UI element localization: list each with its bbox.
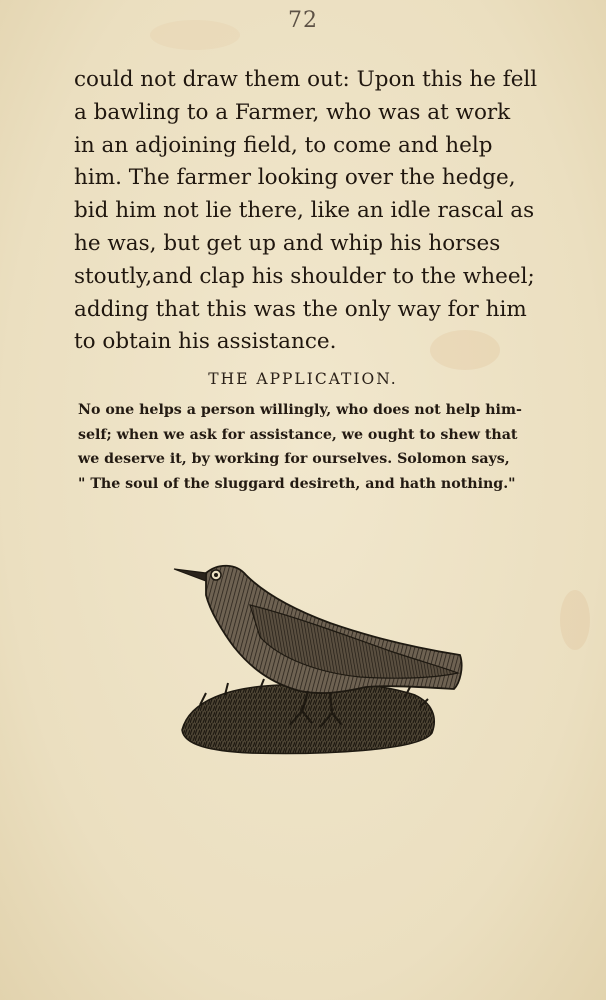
application-heading: THE APPLICATION. — [208, 370, 398, 388]
fable-text — [74, 64, 574, 359]
application-line: No one helps a person willingly, who does not help him- — [78, 402, 522, 418]
fable-line: stoutly,and clap his shoulder to the wheel; — [74, 263, 535, 289]
application-text — [78, 398, 568, 496]
fable-line: in an adjoining field, to come and help — [74, 132, 493, 158]
page-number: 72 — [288, 8, 318, 33]
paper-stain — [560, 590, 590, 650]
fable-line: could not draw them out: Upon this he fell — [74, 67, 538, 92]
fable-line: a bawling to a Farmer, who was at work — [74, 99, 511, 125]
fable-line: him. The farmer looking over the hedge, — [74, 165, 516, 191]
bird-woodcut-icon — [170, 555, 470, 760]
application-line: we deserve it, by working for ourselves. Solomon says, — [78, 451, 510, 467]
fable-line: adding that this was the only way for him — [74, 296, 527, 322]
fable-line: bid him not lie there, like an idle rascal as — [74, 198, 535, 224]
fable-line: to obtain his assistance. — [74, 329, 337, 355]
application-line: self; when we ask for assistance, we ought to shew that — [78, 426, 518, 443]
fable-line: he was, but get up and whip his horses — [74, 230, 501, 256]
application-line: " The soul of the sluggard desireth, and hath nothing." — [78, 475, 516, 492]
